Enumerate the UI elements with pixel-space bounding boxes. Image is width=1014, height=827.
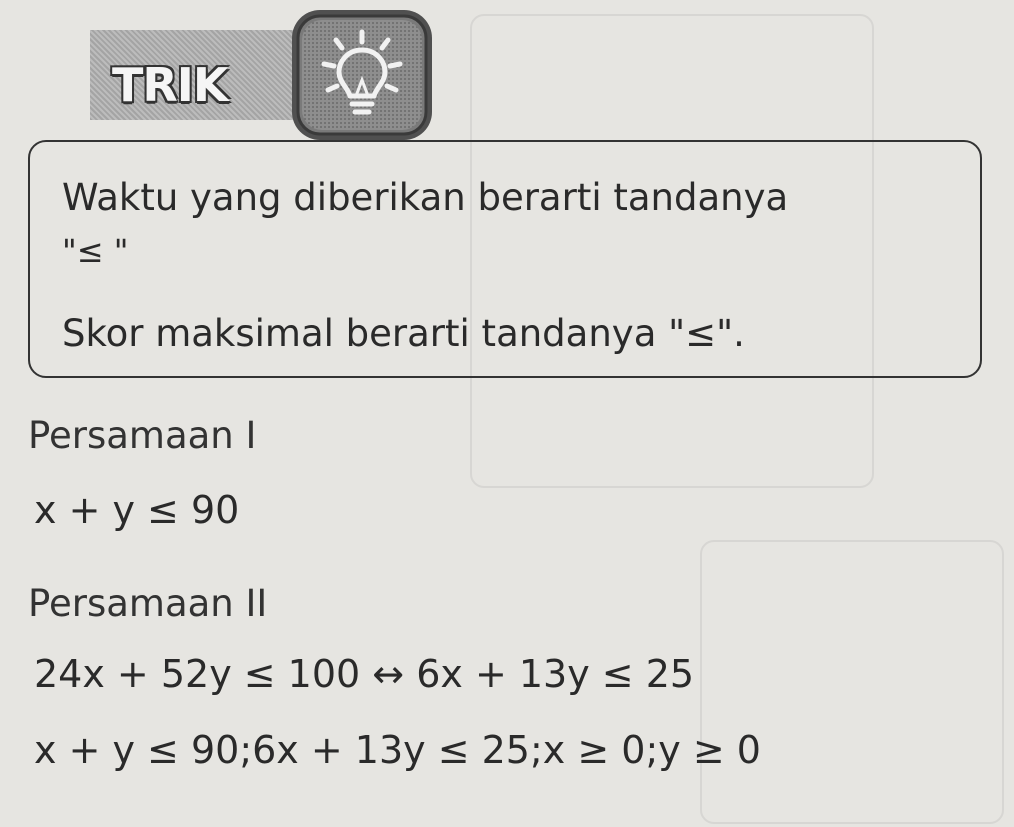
tip-line-2: Skor maksimal berarti tandanya "≤". (62, 312, 745, 355)
equation-persamaan-2: 24x + 52y ≤ 100 ↔ 6x + 13y ≤ 25 (34, 652, 695, 696)
tip-line-1: Waktu yang diberikan berarti tandanya (62, 176, 789, 219)
equation-persamaan-1: x + y ≤ 90 (34, 488, 240, 532)
section-label-persamaan-2: Persamaan II (28, 582, 268, 625)
lightbulb-icon (292, 10, 432, 140)
tip-line-1-symbol: "≤ " (62, 232, 129, 270)
section-label-persamaan-1: Persamaan I (28, 414, 257, 457)
background-ghost-box-bottom (700, 540, 1004, 824)
constraints-line: x + y ≤ 90;6x + 13y ≤ 25;x ≥ 0;y ≥ 0 (34, 728, 761, 772)
trik-badge-label: TRIK (112, 58, 228, 112)
lightbulb-badge (292, 10, 432, 140)
